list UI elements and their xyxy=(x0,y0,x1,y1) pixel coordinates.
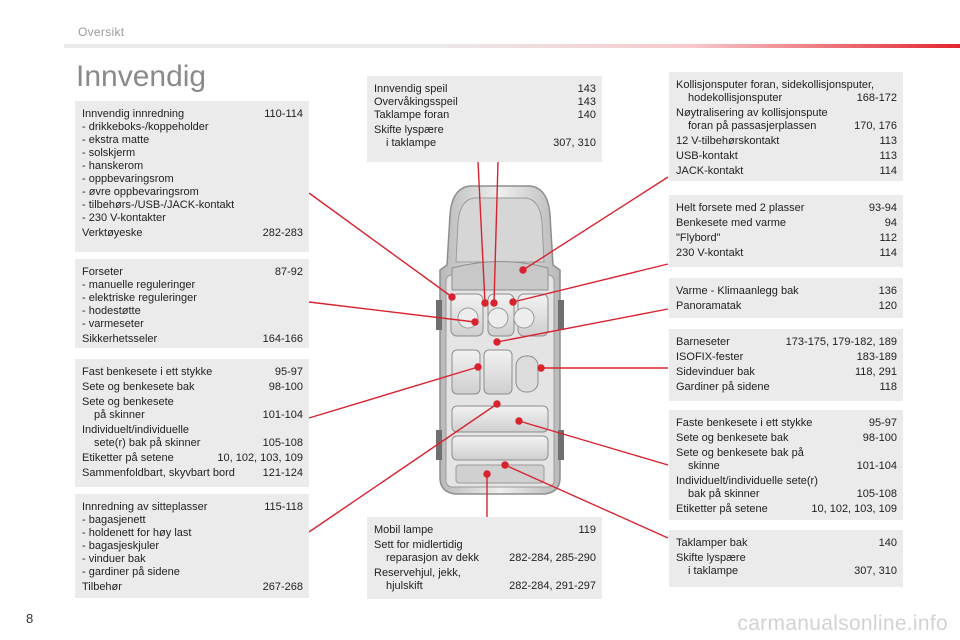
list-item: Innredning av sitteplasser 115-118 xyxy=(82,501,303,513)
list-item: Barneseter 173-175, 179-182, 189 xyxy=(676,336,897,348)
list-item: - øvre oppbevaringsrom xyxy=(82,186,199,198)
list-item: hodekollisjonsputer 168-172 xyxy=(688,92,897,104)
list-item: - elektriske reguleringer xyxy=(82,292,197,304)
list-item: ISOFIX-fester 183-189 xyxy=(676,351,897,363)
list-item: Kollisjonsputer foran, sidekollisjonsputer, xyxy=(676,79,875,91)
list-item: Sikkerhetsseler 164-166 xyxy=(82,333,303,345)
list-item: "Flybord" 112 xyxy=(676,232,897,244)
info-box-interior-fittings xyxy=(75,101,309,252)
list-item: Innvendig innredning 110-114 xyxy=(82,108,303,120)
list-item: Varme - Klimaanlegg bak 136 xyxy=(676,285,897,297)
list-item: - manuelle reguleringer xyxy=(82,279,196,291)
list-item: Forseter 87-92 xyxy=(82,266,303,278)
list-item: Faste benkesete i ett stykke 95-97 xyxy=(676,417,897,429)
info-box-rear-benches xyxy=(669,410,903,520)
section-title: Oversikt xyxy=(78,25,125,39)
list-item: Verktøyeske 282-283 xyxy=(82,227,303,239)
list-item: Taklamper bak 140 xyxy=(676,537,897,549)
info-box-front-seats xyxy=(75,259,309,348)
list-item: på skinner 101-104 xyxy=(94,409,303,421)
list-item: Sete og benkesete bak 98-100 xyxy=(676,432,897,444)
list-item: Individuelt/individuelle xyxy=(82,424,190,436)
info-box-child-seats xyxy=(669,329,903,401)
list-item: Sett for midlertidig xyxy=(374,539,463,551)
list-item: - hodestøtte xyxy=(82,305,141,317)
list-item: 230 V-kontakt 114 xyxy=(676,247,897,259)
list-item: Fast benkesete i ett stykke 95-97 xyxy=(82,366,303,378)
watermark: carmanualsonline.info xyxy=(737,612,948,635)
middle-seats xyxy=(452,350,538,394)
list-item: i taklampe 307, 310 xyxy=(386,137,596,149)
list-item: - holdenett for høy last xyxy=(82,527,192,539)
front-seats xyxy=(451,294,548,336)
info-box-mirrors-lamps xyxy=(367,76,602,162)
list-item: Sete og benkesete bak 98-100 xyxy=(82,381,303,393)
list-item: Panoramatak 120 xyxy=(676,300,897,312)
list-item: Sete og benkesete xyxy=(82,396,174,408)
list-item: - drikkeboks-/koppeholder xyxy=(82,121,209,133)
list-item: USB-kontakt 113 xyxy=(676,150,897,162)
list-item: Sammenfoldbart, skyvbart bord 121-124 xyxy=(82,467,303,479)
info-box-rear-lamps xyxy=(669,530,903,587)
list-item: Nøytralisering av kollisjonspute xyxy=(676,107,828,119)
list-item: - varmeseter xyxy=(82,318,144,330)
list-item: sete(r) bak på skinner 105-108 xyxy=(94,437,303,449)
list-item: foran på passasjerplassen 170, 176 xyxy=(688,120,897,132)
list-item: Etiketter på setene 10, 102, 103, 109 xyxy=(82,452,303,464)
list-item: - bagasjenett xyxy=(82,514,146,526)
list-item: bak på skinner 105-108 xyxy=(688,488,897,500)
info-box-mobile-lamp-spare xyxy=(367,517,602,599)
rear-bench xyxy=(452,406,548,483)
info-box-seating-fittings xyxy=(75,494,309,598)
list-item: Sidevinduer bak 118, 291 xyxy=(676,366,897,378)
list-item: Innvendig speil 143 xyxy=(374,83,596,95)
list-item: Etiketter på setene 10, 102, 103, 109 xyxy=(676,503,897,515)
list-item: Sete og benkesete bak på xyxy=(676,447,804,459)
list-item: - tilbehørs-/USB-/JACK-kontakt xyxy=(82,199,235,211)
list-item: Individuelt/individuelle sete(r) xyxy=(676,475,818,487)
list-item: 12 V-tilbehørskontakt 113 xyxy=(676,135,897,147)
list-item: Benkesete med varme 94 xyxy=(676,217,897,229)
info-box-rear-seats xyxy=(75,359,309,487)
list-item: skinne 101-104 xyxy=(688,460,897,472)
list-item: Taklampe foran 140 xyxy=(374,109,596,121)
list-item: - 230 V-kontakter xyxy=(82,212,166,224)
list-item: - hanskerom xyxy=(82,160,144,172)
page-number: 8 xyxy=(26,611,34,626)
list-item: i taklampe 307, 310 xyxy=(688,565,897,577)
list-item: - solskjerm xyxy=(82,147,136,159)
list-item: reparasjon av dekk 282-284, 285-290 xyxy=(386,552,596,564)
list-item: Overvåkingsspeil 143 xyxy=(374,96,596,108)
list-item: Reservehjul, jekk, xyxy=(374,567,461,579)
list-item: - vinduer bak xyxy=(82,553,146,565)
list-item: - oppbevaringsrom xyxy=(82,173,174,185)
list-item: - gardiner på sidene xyxy=(82,566,180,578)
list-item: - bagasjeskjuler xyxy=(82,540,160,552)
info-box-front-bench xyxy=(669,195,903,267)
list-item: JACK-kontakt 114 xyxy=(676,165,897,177)
list-item: Gardiner på sidene 118 xyxy=(676,381,897,393)
list-item: Skifte lyspære xyxy=(676,552,746,564)
info-box-airbags-sockets xyxy=(669,72,903,181)
info-box-climate-roof xyxy=(669,278,903,318)
page-title: Innvendig xyxy=(76,60,207,93)
list-item: Helt forsete med 2 plasser 93-94 xyxy=(676,202,897,214)
list-item: Skifte lyspære xyxy=(374,124,444,136)
list-item: hjulskift 282-284, 291-297 xyxy=(386,580,596,592)
list-item: Mobil lampe 119 xyxy=(374,524,596,536)
list-item: - ekstra matte xyxy=(82,134,150,146)
list-item: Tilbehør 267-268 xyxy=(82,581,303,593)
